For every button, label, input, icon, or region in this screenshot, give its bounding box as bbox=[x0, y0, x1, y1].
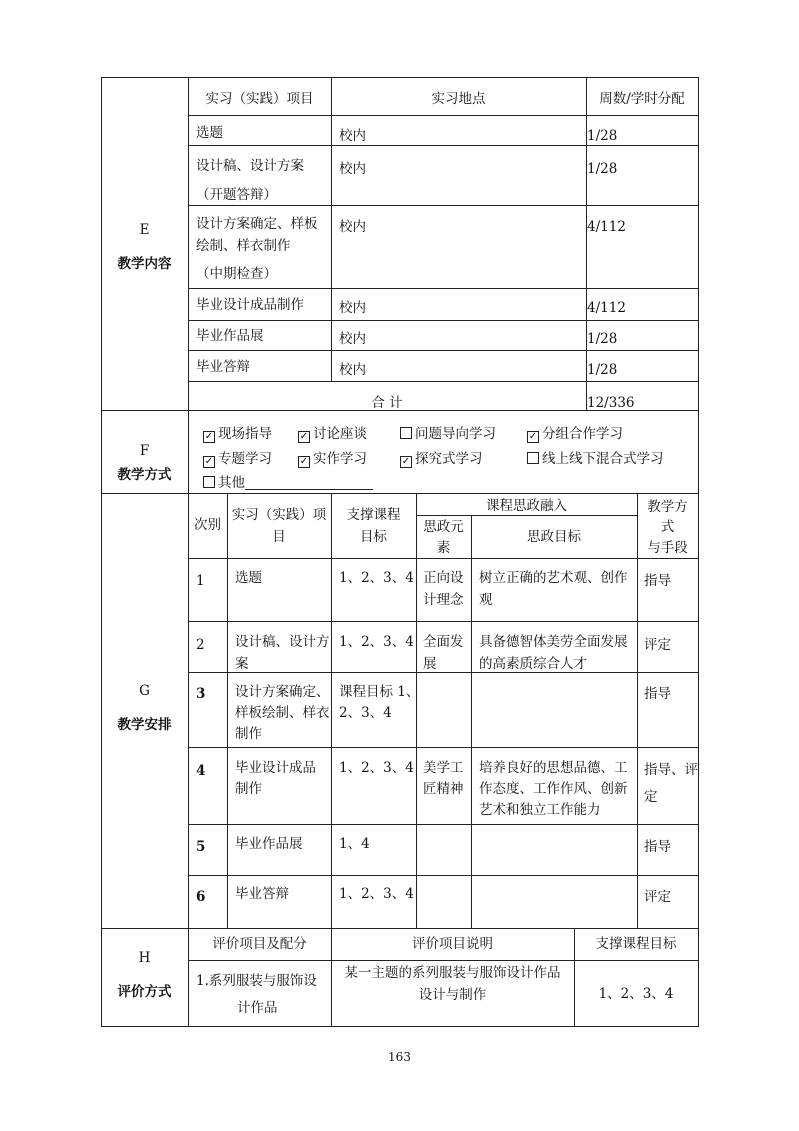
f-option-5: ✓ 专题学习 bbox=[204, 451, 272, 467]
g-header-ideo: 课程思政融入 bbox=[486, 498, 567, 514]
e-row-line bbox=[188, 381, 699, 382]
g-row-3-support: 课程目标 1、 bbox=[339, 684, 420, 700]
h-header-desc: 评价项目说明 bbox=[412, 936, 493, 952]
g-row-6-seq: 6 bbox=[196, 889, 206, 905]
g-row-2-element: 展 bbox=[423, 656, 437, 672]
checkbox-icon: ✓ bbox=[299, 456, 309, 467]
section-g-title: 教学安排 bbox=[117, 717, 172, 733]
g-row-1-element: 计理念 bbox=[423, 592, 464, 608]
f-option-1: ✓ 现场指导 bbox=[204, 426, 272, 442]
g-header-method: 式 bbox=[660, 519, 675, 535]
g-row-2-seq: 2 bbox=[196, 637, 205, 653]
section-h-title: 评价方式 bbox=[117, 984, 172, 1000]
g-header-support: 支撑课程 bbox=[346, 507, 401, 523]
g-row-1-element: 正向设 bbox=[423, 570, 464, 586]
f-option-3: 问题导向学习 bbox=[400, 423, 496, 445]
section-f-title: 教学方式 bbox=[117, 467, 172, 483]
g-col-line bbox=[471, 515, 472, 929]
table-border-right bbox=[698, 77, 699, 1027]
g-row-4-element: 美学工 bbox=[423, 760, 464, 776]
e-row-line bbox=[188, 320, 699, 321]
g-row-1-method: 指导 bbox=[644, 573, 671, 589]
g-row-5-item: 毕业作品展 bbox=[235, 836, 303, 852]
checkbox-icon: ✓ bbox=[528, 431, 538, 442]
g-row-5-seq: 5 bbox=[196, 839, 206, 855]
checkbox-icon bbox=[400, 427, 412, 439]
e-header-place: 实习地点 bbox=[431, 91, 486, 107]
h-row-desc: 设计与制作 bbox=[418, 987, 487, 1003]
g-header-goal: 思政目标 bbox=[527, 529, 581, 545]
g-row-1-seq: 1 bbox=[196, 573, 205, 589]
e-row-1-item: 选题 bbox=[196, 125, 223, 141]
table-border-bottom bbox=[101, 1026, 699, 1027]
g-header-method: 教学方 bbox=[647, 499, 688, 515]
g-row-line bbox=[188, 824, 699, 825]
e-header-hours: 周数/学时分配 bbox=[599, 91, 685, 107]
e-col-line bbox=[331, 77, 332, 381]
e-row-2-item: 设计稿、设计方案 bbox=[196, 158, 304, 174]
page-number: 163 bbox=[388, 1050, 411, 1064]
e-row-2-hours: 1/28 bbox=[587, 161, 618, 177]
f-option-4: ✓ 分组合作学习 bbox=[528, 426, 623, 442]
checkbox-icon bbox=[527, 452, 539, 464]
g-row-4-element: 匠精神 bbox=[423, 781, 464, 797]
e-row-line bbox=[188, 115, 699, 116]
h-row-item: 计作品 bbox=[237, 1000, 278, 1016]
g-row-4-goal: 艺术和独立工作能力 bbox=[479, 802, 601, 818]
g-row-6-support: 1、2、3、4 bbox=[339, 886, 414, 902]
g-row-2-element: 全面发 bbox=[423, 634, 464, 650]
g-row-1-goal: 观 bbox=[479, 592, 493, 608]
f-option-6: ✓ 实作学习 bbox=[299, 451, 367, 467]
g-header-item: 实习（实践）项 bbox=[231, 507, 327, 523]
e-row-3-item: 设计方案确定、样板 bbox=[196, 216, 318, 232]
g-row-3-item: 样板绘制、样衣 bbox=[235, 705, 330, 721]
g-header-element: 思政元 bbox=[423, 519, 464, 535]
g-row-3-method: 指导 bbox=[644, 686, 671, 702]
g-row-1-item: 选题 bbox=[235, 570, 262, 586]
e-row-6-hours: 1/28 bbox=[587, 362, 618, 378]
f-option-8: 线上线下混合式学习 bbox=[527, 448, 664, 470]
section-divider-gh bbox=[101, 928, 699, 929]
h-row-line bbox=[188, 960, 699, 961]
checkbox-icon bbox=[203, 476, 215, 488]
section-h-code: H bbox=[138, 950, 151, 966]
g-header-item: 目 bbox=[272, 529, 286, 545]
e-row-3-hours: 4/112 bbox=[587, 219, 626, 235]
e-row-6-item: 毕业答辩 bbox=[196, 359, 250, 375]
g-row-6-method: 评定 bbox=[644, 889, 671, 905]
g-row-3-item: 设计方案确定、 bbox=[235, 684, 330, 700]
h-row-desc: 某一主题的系列服装与服饰设计作品 bbox=[344, 965, 561, 981]
g-row-3-seq: 3 bbox=[196, 686, 206, 702]
section-divider-fg bbox=[101, 493, 699, 494]
g-row-1-goal: 树立正确的艺术观、创作 bbox=[479, 570, 628, 586]
g-col-line bbox=[227, 493, 228, 929]
checkbox-icon: ✓ bbox=[401, 456, 411, 467]
g-row-4-goal: 培养良好的思想品德、工 bbox=[479, 760, 628, 776]
e-row-line bbox=[188, 288, 699, 289]
g-row-4-item: 毕业设计成品 bbox=[235, 760, 316, 776]
e-total-value: 12/336 bbox=[587, 395, 635, 411]
g-row-2-support: 1、2、3、4 bbox=[339, 634, 414, 650]
g-header-support: 目标 bbox=[360, 529, 387, 545]
g-col-line bbox=[331, 493, 332, 929]
other-blank-line bbox=[245, 489, 373, 490]
checkbox-icon: ✓ bbox=[204, 456, 214, 467]
g-row-4-method: 指导、评 bbox=[644, 762, 698, 778]
f-option-2: ✓ 讨论座谈 bbox=[299, 426, 367, 442]
g-row-line bbox=[188, 747, 699, 748]
section-e-title: 教学内容 bbox=[117, 256, 172, 272]
g-header-seq: 次别 bbox=[194, 517, 221, 533]
g-row-4-method: 定 bbox=[644, 789, 658, 805]
e-row-5-place: 校内 bbox=[339, 331, 366, 347]
e-row-1-place: 校内 bbox=[339, 128, 366, 144]
g-row-4-goal: 作态度、工作作风、创新 bbox=[479, 781, 628, 797]
e-row-2-place: 校内 bbox=[339, 161, 366, 177]
e-row-6-place: 校内 bbox=[339, 362, 366, 378]
g-row-3-support: 2、3、4 bbox=[339, 705, 392, 721]
e-row-5-item: 毕业作品展 bbox=[196, 328, 264, 344]
e-row-4-item: 毕业设计成品制作 bbox=[196, 297, 304, 313]
e-total-label: 合 计 bbox=[371, 395, 403, 411]
h-header-target: 支撑课程目标 bbox=[595, 936, 677, 952]
e-row-1-hours: 1/28 bbox=[587, 128, 618, 144]
section-g-code: G bbox=[139, 683, 150, 699]
f-option-9: 其他 bbox=[203, 472, 245, 494]
g-row-line bbox=[188, 672, 699, 673]
g-row-6-item: 毕业答辩 bbox=[235, 886, 289, 902]
g-header-method: 与手段 bbox=[647, 540, 688, 556]
checkbox-icon: ✓ bbox=[299, 431, 309, 442]
g-row-2-goal: 具备德智体美劳全面发展 bbox=[479, 634, 628, 650]
g-row-4-item: 制作 bbox=[235, 781, 262, 797]
e-row-line bbox=[188, 145, 699, 146]
g-row-5-method: 指导 bbox=[644, 839, 671, 855]
g-row-5-support: 1、4 bbox=[339, 836, 370, 852]
label-column-divider bbox=[188, 77, 189, 1027]
section-f-code: F bbox=[139, 443, 150, 459]
g-row-1-support: 1、2、3、4 bbox=[339, 570, 414, 586]
e-row-3-item: （中期检查） bbox=[196, 266, 277, 282]
g-row-2-item: 案 bbox=[235, 656, 249, 672]
e-header-item: 实习（实践）项目 bbox=[205, 91, 314, 107]
e-row-3-place: 校内 bbox=[339, 219, 366, 235]
g-row-2-method: 评定 bbox=[644, 637, 671, 653]
e-row-4-place: 校内 bbox=[339, 300, 366, 316]
h-header-item: 评价项目及配分 bbox=[212, 936, 307, 952]
h-row-target: 1、2、3、4 bbox=[598, 986, 674, 1002]
g-row-4-support: 1、2、3、4 bbox=[339, 760, 414, 776]
e-row-5-hours: 1/28 bbox=[587, 331, 618, 347]
f-option-7: ✓ 探究式学习 bbox=[401, 451, 483, 467]
table-border-top bbox=[101, 77, 699, 78]
g-header-element: 素 bbox=[436, 540, 451, 556]
checkbox-icon: ✓ bbox=[204, 431, 214, 442]
e-row-line bbox=[188, 350, 699, 351]
e-row-3-item: 绘制、样衣制作 bbox=[196, 238, 291, 254]
g-row-2-goal: 的高素质综合人才 bbox=[479, 656, 587, 672]
g-row-line bbox=[188, 875, 699, 876]
g-row-4-seq: 4 bbox=[196, 763, 206, 779]
g-row-3-item: 制作 bbox=[235, 726, 262, 742]
h-row-item: 1.系列服装与服饰设 bbox=[196, 973, 317, 989]
section-e-code: E bbox=[139, 222, 150, 238]
e-row-4-hours: 4/112 bbox=[587, 300, 626, 316]
e-row-2-item: （开题答辩） bbox=[196, 187, 277, 203]
g-row-line bbox=[188, 621, 699, 622]
g-row-2-item: 设计稿、设计方 bbox=[235, 634, 330, 650]
